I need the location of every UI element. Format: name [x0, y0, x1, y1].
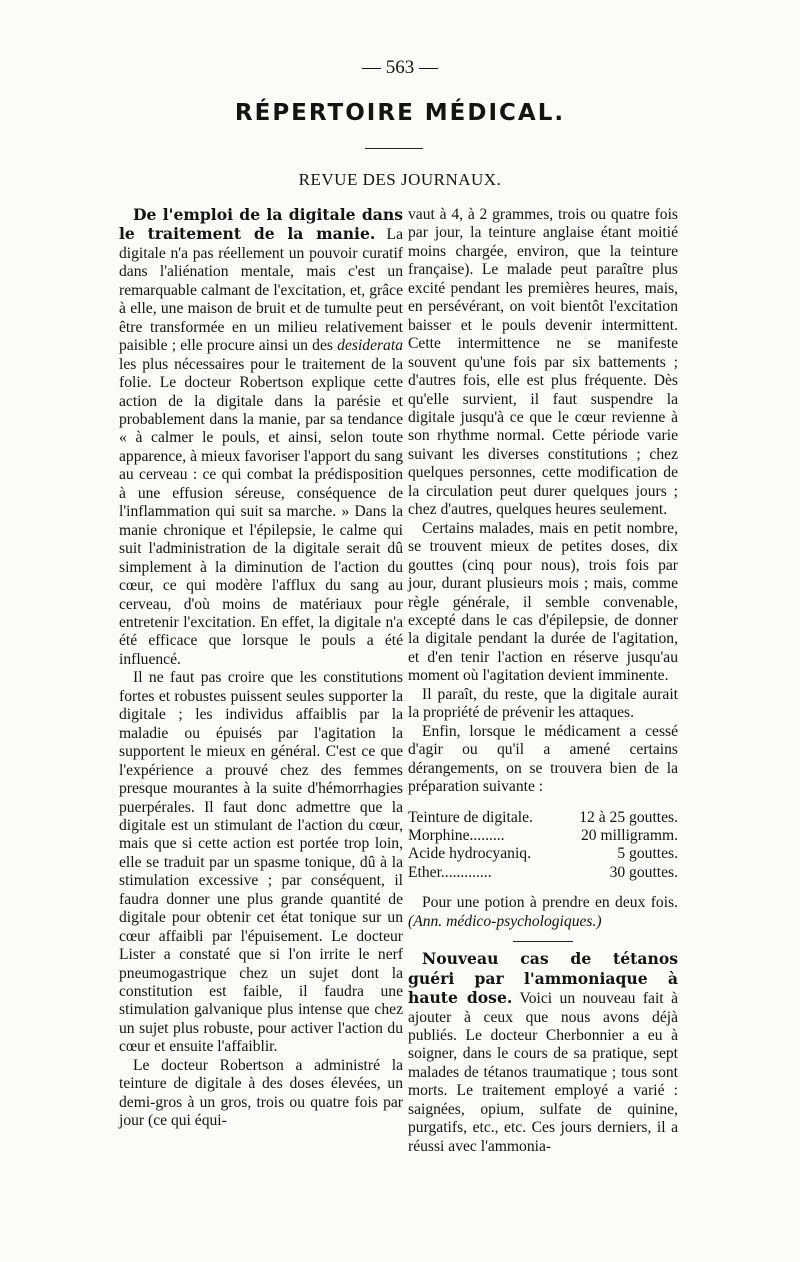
article1-paragraph-3: Le docteur Robertson a administré la teinture de digitale à des doses élevées, un demi-gros à un gros, trois ou quatre fois par jour (ce qui équi- — [119, 1056, 403, 1130]
article1-paragraph-7 — [408, 894, 678, 931]
left-column — [119, 206, 403, 1131]
article1-paragraph-2: Il ne faut pas croire que les constitutions fortes et robustes puissent seules supporter la digitale ; les individus affaiblis par la maladie ou épuisés par l'agitation la supportent le mieux en général. C'est ce que l'expérience a prouvé chez des femmes presque mourantes à la suite d'hémorrhagies puerpérales. Il faut donc admettre que la digitale est un stimulant de l'action du cœur, mais que si cette action est portée trop loin, elle se traduit par un spasme tonique, dû à la stimulation excessive ; par conséquent, il faudra donner une plus grande quantité de digitale pour obtenir cet état tonique sur un cœur affaibli par l'épuisement. Le docteur Lister a constaté que si l'on irrite le nerf pneumogastrique chez un sujet dont la constitution est faible, il faudra une stimulation galvanique plus intense que chez un sujet plus robuste, pour activer l'action du cœur et ensuite l'affaiblir. — [119, 669, 403, 1056]
article2-title: Nouveau cas de tétanos guéri par l'ammoniaque à haute dose. — [408, 949, 678, 1008]
prescription-row — [408, 827, 678, 845]
section-title: RÉPERTOIRE MÉDICAL. — [234, 100, 566, 126]
prescription-row — [408, 864, 678, 882]
prescription-table — [408, 809, 678, 883]
title-divider — [365, 148, 423, 149]
article-divider — [513, 941, 573, 942]
article1-paragraph-6: Enfin, lorsque le médicament a cessé d'agir ou qu'il a amené certains dérangements, on se trouvera bien de la préparation suivante : — [408, 722, 678, 796]
prescription-row — [408, 845, 678, 863]
article1-paragraph-3-continued: vaut à 4, à 2 grammes, trois ou quatre fois par jour, la teinture anglaise étant moitié moins chargée, environ, que la teinture française). Le malade peut paraître plus excité pendant les premières heures, mais, en persévérant, on voit bientôt l'excitation baisser et le pouls devenir intermittent. Cette intermittence ne se manifeste souvent qu'une fois par six battements ; d'autres fois, elle est plus fréquente. Dès qu'elle survient, il faut suspendre la digitale jusqu'à ce que le cœur revienne à son rhythme normal. Cette période varie suivant les diverses constitutions ; chez quelques personnes, cette modification de la circulation peut durer quelques jours ; chez d'autres, quelques heures seulement. — [408, 206, 678, 519]
article2-body: Voici un nouveau fait à ajouter à ceux que nous avons déjà publiés. Le docteur Cherbonnier a eu à soigner, dans le cours de sa pratique, sept malades de tétanos traumatique ; tous sont morts. Le traitement employé a varié : saignées, opium, sulfate de quinine, purgatifs, etc., etc. Ces jours derniers, il a réussi avec l'ammonia- — [408, 990, 678, 1155]
prescription-item: Ether............. — [408, 863, 492, 881]
prescription-row — [408, 809, 678, 827]
article2-paragraph — [408, 950, 678, 1156]
prescription-dose: 20 milligramm. — [580, 826, 678, 844]
article1-paragraph-1 — [119, 206, 403, 669]
article1-paragraph-4: Certains malades, mais en petit nombre, se trouvent mieux de petites doses, dix gouttes (cinq pour nous), trois fois par jour, durant plusieurs mois ; mais, comme règle générale, il semble convenable, excepté dans le cas d'épilepsie, de donner la digitale pendant la durée de l'agitation, et d'en tenir l'action en réserve jusqu'au moment où l'agitation devient imminente. — [408, 519, 678, 685]
prescription-dose: 30 gouttes. — [609, 863, 678, 881]
article1-title: De l'emploi de la digitale dans le traitement de la manie. — [119, 205, 403, 244]
prescription-dose: 12 à 25 gouttes. — [579, 808, 678, 826]
prescription-dose: 5 gouttes. — [617, 845, 678, 863]
prescription-item: Acide hydrocyaniq. — [408, 845, 531, 863]
article1-p1-text-b: les plus nécessaires pour le traitement de la folie. Le docteur Robertson explique cette action de la digitale dans la parésie et probablement dans la manie, par sa tendance « à calmer le pouls, et ainsi, selon toute apparence, à mieux favoriser l'apport du sang au cerveau : ce qui combat la prédisposition à une effusion séreuse, conséquence de l'inflammation qui suit sa marche. » Dans la manie chronique et l'épilepsie, le calme qui suit l'administration de la digitale serait dû simplement à la diminution de l'action du cœur, ce qui modère l'afflux du sang au cerveau, d'où moins de matériaux pour entretenir l'excitation. En effet, la digitale n'a été efficace que lorsque le pouls a été influencé. — [119, 355, 403, 668]
article1-p1-italic: desiderata — [337, 337, 403, 355]
prescription-note: Pour une potion à prendre en deux fois. — [422, 894, 678, 912]
prescription-item: Morphine......... — [408, 826, 505, 844]
article1-paragraph-5: Il paraît, du reste, que la digitale aurait la propriété de prévenir les attaques. — [408, 685, 678, 722]
article1-p1-text-a: La digitale n'a pas réellement un pouvoir curatif dans l'aliénation mentale, mais c'est un remarquable calmant de l'excitation, et, grâce à elle, une maison de bruit et de tumulte peut être transformée en un milieu relativement paisible ; elle procure ainsi un des — [119, 226, 403, 355]
prescription-item: Teinture de digitale. — [408, 808, 533, 826]
right-column — [408, 206, 678, 1156]
subsection-title: REVUE DES JOURNAUX. — [298, 170, 502, 189]
page-number: — 563 — — [362, 57, 438, 78]
source-citation: (Ann. médico-psychologiques.) — [408, 912, 602, 930]
